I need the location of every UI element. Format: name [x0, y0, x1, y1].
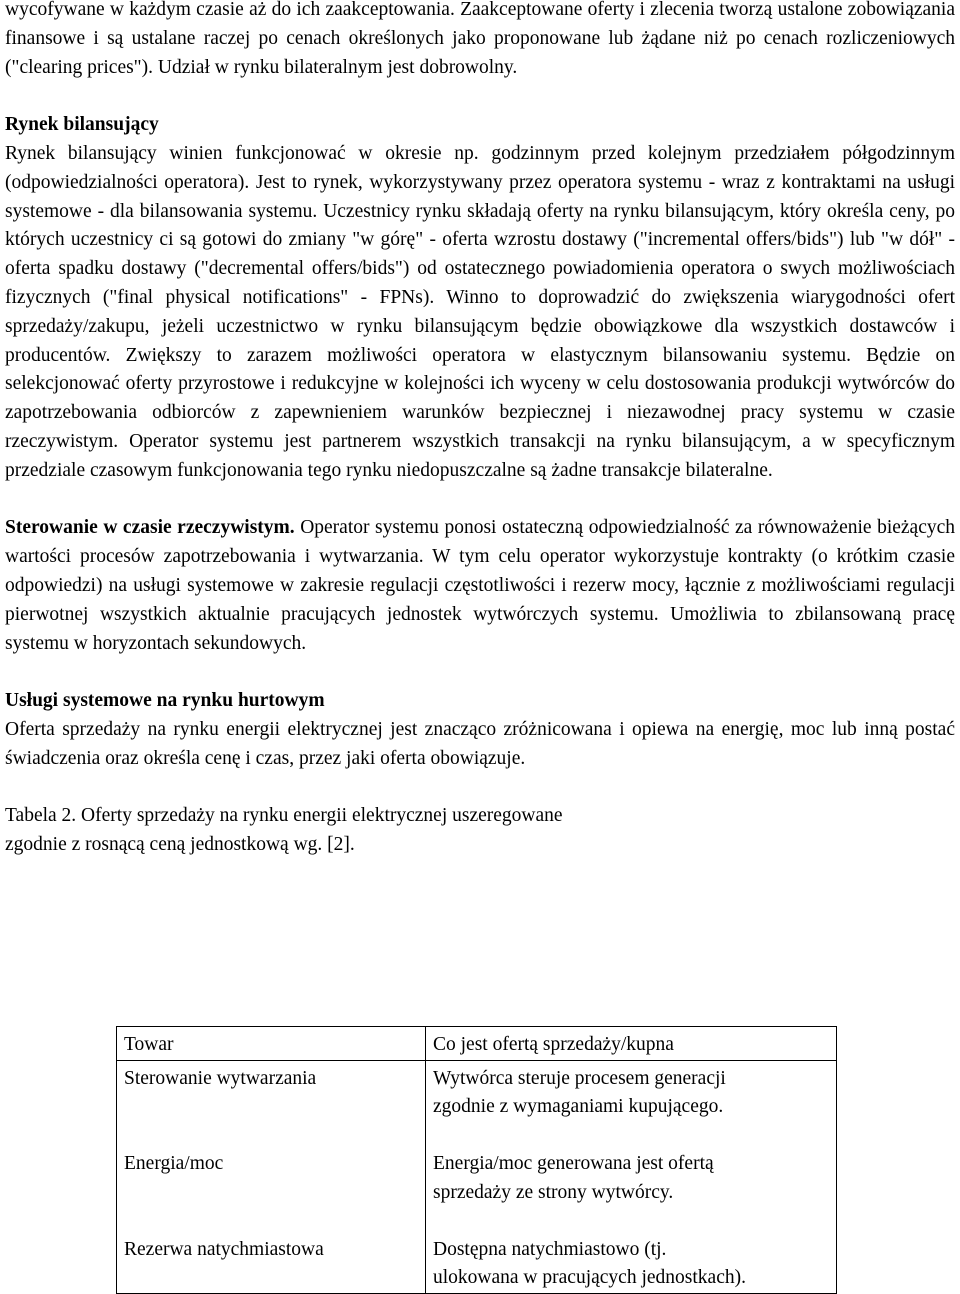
table-body-row: [117, 1060, 837, 1293]
table-row-3-col2-line1: Dostępna natychmiastowo (tj.: [433, 1238, 667, 1260]
realtime-control-text: Operator systemu ponosi ostateczną odpowiedzialność za równoważenie bieżących wartości procesów zapotrzebowania i wytwarzania. W tym celu operator wykorzystuje kontrakty (o krótkim czasie odpowiedzi) na usługi systemowe w zakresie regulacji częstotliwości i rezerw mocy, łącznie z możliwościami regulacji pierwotnej wszystkich aktualnie pracujących jednostek wytwórczych systemu. Umożliwia to zbilansowaną pracę systemu w horyzontach sekundowych.: [5, 517, 956, 654]
cell-spacer: [124, 1207, 418, 1236]
table-row-2-col1: Energia/moc: [124, 1153, 224, 1174]
paragraph-gap: [5, 658, 955, 687]
table-row-2-col2-line2: sprzedaży ze strony wytwórcy.: [433, 1181, 674, 1203]
body-cell-commodity: [117, 1060, 426, 1293]
paragraph-gap: [5, 774, 955, 803]
paragraph-gap: [5, 82, 955, 111]
paragraph-gap: [5, 486, 955, 515]
cell-spacer: [124, 1179, 418, 1208]
table-row-3-col1: Rezerwa natychmiastowa: [124, 1238, 324, 1260]
balancing-market-heading: Rynek bilansujący: [5, 114, 159, 136]
offers-table: [116, 1026, 837, 1294]
system-services-heading: Usługi systemowe na rynku hurtowym: [5, 690, 325, 712]
table-header-row: [117, 1027, 837, 1061]
realtime-control-paragraph: [5, 514, 955, 658]
table-row-1-col2-line2: zgodnie z wymaganiami kupującego.: [433, 1096, 724, 1117]
table-row-1-col2-line1: Wytwórca steruje procesem generacji: [433, 1067, 726, 1089]
table-row-3-col2-line2: ulokowana w pracujących jednostkach).: [433, 1267, 746, 1288]
body-cell-offer: [426, 1060, 837, 1293]
table-row-1-col1: Sterowanie wytwarzania: [124, 1067, 317, 1089]
offers-table-wrapper: [116, 1026, 837, 1294]
header-cell-commodity: Towar: [117, 1027, 426, 1061]
cell-spacer: [433, 1207, 829, 1236]
system-services-paragraph: Oferta sprzedaży na rynku energii elektrycznej jest znacząco zróżnicowana i opiewa na energię, moc lub inną postać świadczenia oraz określa cenę i czas, przez jaki oferta obowiązuje.: [5, 718, 955, 769]
cell-spacer: [433, 1122, 829, 1151]
document-page: [5, 0, 955, 860]
table-row-2-col2-line1: Energia/moc generowana jest ofertą: [433, 1153, 714, 1174]
intro-paragraph: wycofywane w każdym czasie aż do ich zaakceptowania. Zaakceptowane oferty i zlecenia tworzą ustalone zobowiązania finansowe i są ustalane raczej po cenach określonych jako proponowane lub żądane niż po cenach rozliczeniowych ("clearing prices"). Udział w rynku bilateralnym jest dobrowolny.: [5, 0, 955, 78]
realtime-control-heading: Sterowanie w czasie rzeczywistym.: [5, 517, 295, 539]
header-cell-offer: Co jest ofertą sprzedaży/kupna: [426, 1027, 837, 1061]
table-caption-line-1: Tabela 2. Oferty sprzedaży na rynku energii elektrycznej uszeregowane: [5, 805, 563, 827]
cell-spacer: [124, 1264, 418, 1293]
cell-spacer: [124, 1093, 418, 1122]
balancing-market-paragraph: Rynek bilansujący winien funkcjonować w okresie np. godzinnym przed kolejnym przedziałem półgodzinnym (odpowiedzialności operatora). Jest to rynek, wykorzystywany przez operatora systemu - wraz z kontraktami na usługi systemowe - dla bilansowania systemu. Uczestnicy rynku składają oferty na rynku bilansującym, który określa ceny, po których uczestnicy ci są gotowi do zmiany "w górę" - oferta wzrostu dostawy ("incremental offers/bids") lub "w dół" - oferta spadku dostawy ("decremental offers/bids") od ostatecznego powiadomienia operatora o swych możliwościach fizycznych ("final physical notifications" - FPNs). Winno to doprowadzić do zwiększenia wiarygodności ofert sprzedaży/zakupu, jeżeli uczestnictwo w rynku bilansującym będzie obowiązkowe dla wszystkich dostawców i producentów. Zwiększy to zarazem możliwości operatora w elastycznym bilansowaniu systemu. Będzie on selekcjonować oferty przyrostowe i redukcyjne w kolejności ich wyceny w celu dostosowania produkcji wytwórców do zapotrzebowania odbiorców z zapewnieniem warunków bezpiecznej i niezawodnej pracy systemu w czasie rzeczywistym. Operator systemu jest partnerem wszystkich transakcji na rynku bilansującym, a w specyficznym przedziale czasowym funkcjonowania tego rynku niedopuszczalne są żadne transakcje bilateralne.: [5, 142, 955, 481]
table-caption-line-2: zgodnie z rosnącą ceną jednostkową wg. [2].: [5, 834, 355, 856]
cell-spacer: [124, 1122, 418, 1151]
